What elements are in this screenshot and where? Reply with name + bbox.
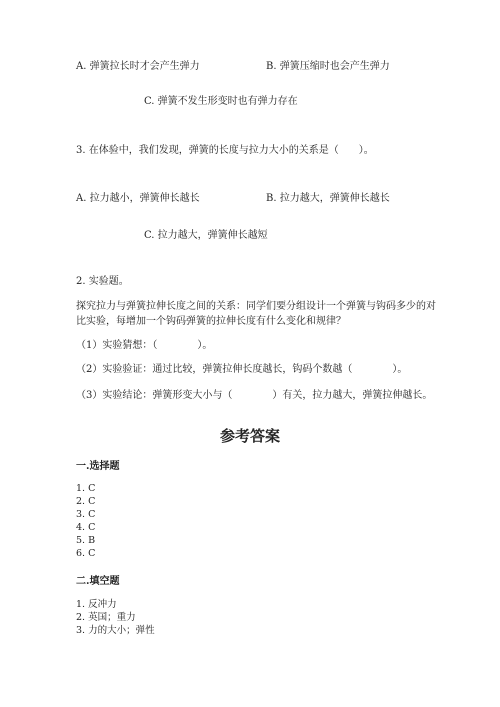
section-fill-title: 二.填空题 <box>76 576 120 587</box>
list-item: 3. C <box>76 509 96 520</box>
list-item: 2. 英国；重力 <box>76 612 136 623</box>
q2-option-b: B. 弹簧压缩时也会产生弹力 <box>266 61 390 72</box>
list-item: 5. B <box>76 535 96 546</box>
q2-option-a: A. 弹簧拉长时才会产生弹力 <box>76 61 200 72</box>
experiment-step-2: （2）实验验证：通过比较，弹簧拉伸长度越长，钩码个数越（ ）。 <box>76 364 408 375</box>
experiment-heading: 2. 实验题。 <box>76 276 129 287</box>
list-item: 4. C <box>76 522 96 533</box>
choice-answer-list <box>76 482 95 560</box>
q3-option-b: B. 拉力越大，弹簧伸长越长 <box>266 193 390 204</box>
list-item: 6. C <box>76 548 96 559</box>
q3-option-a: A. 拉力越小，弹簧伸长越长 <box>76 193 200 204</box>
experiment-intro: 探究拉力与弹簧拉伸长度之间的关系：同学们要分组设计一个弹簧与钩码多少的对比实验，每增加一个钩码弹簧的拉伸长度有什么变化和规律？ <box>76 301 436 327</box>
fill-answer-list <box>76 598 155 637</box>
experiment-step-1: （1）实验猜想：（ ）。 <box>76 340 213 351</box>
q3-option-c: C. 拉力越大，弹簧伸长越短 <box>144 230 268 241</box>
section-choice-title: 一.选择题 <box>76 461 120 472</box>
list-item: 1. C <box>76 483 96 494</box>
q2-option-c: C. 弹簧不发生形变时也有弹力存在 <box>144 96 298 107</box>
experiment-step-3: （3）实验结论：弹簧形变大小与（ ）有关，拉力越大，弹簧拉伸越长。 <box>76 390 433 401</box>
list-item: 3. 力的大小；弹性 <box>76 625 155 636</box>
list-item: 1. 反冲力 <box>76 599 117 610</box>
list-item: 2. C <box>76 496 96 507</box>
q3-stem: 3. 在体验中，我们发现，弹簧的长度与拉力大小的关系是（ ）。 <box>76 145 374 156</box>
answer-key-title: 参考答案 <box>219 427 280 445</box>
